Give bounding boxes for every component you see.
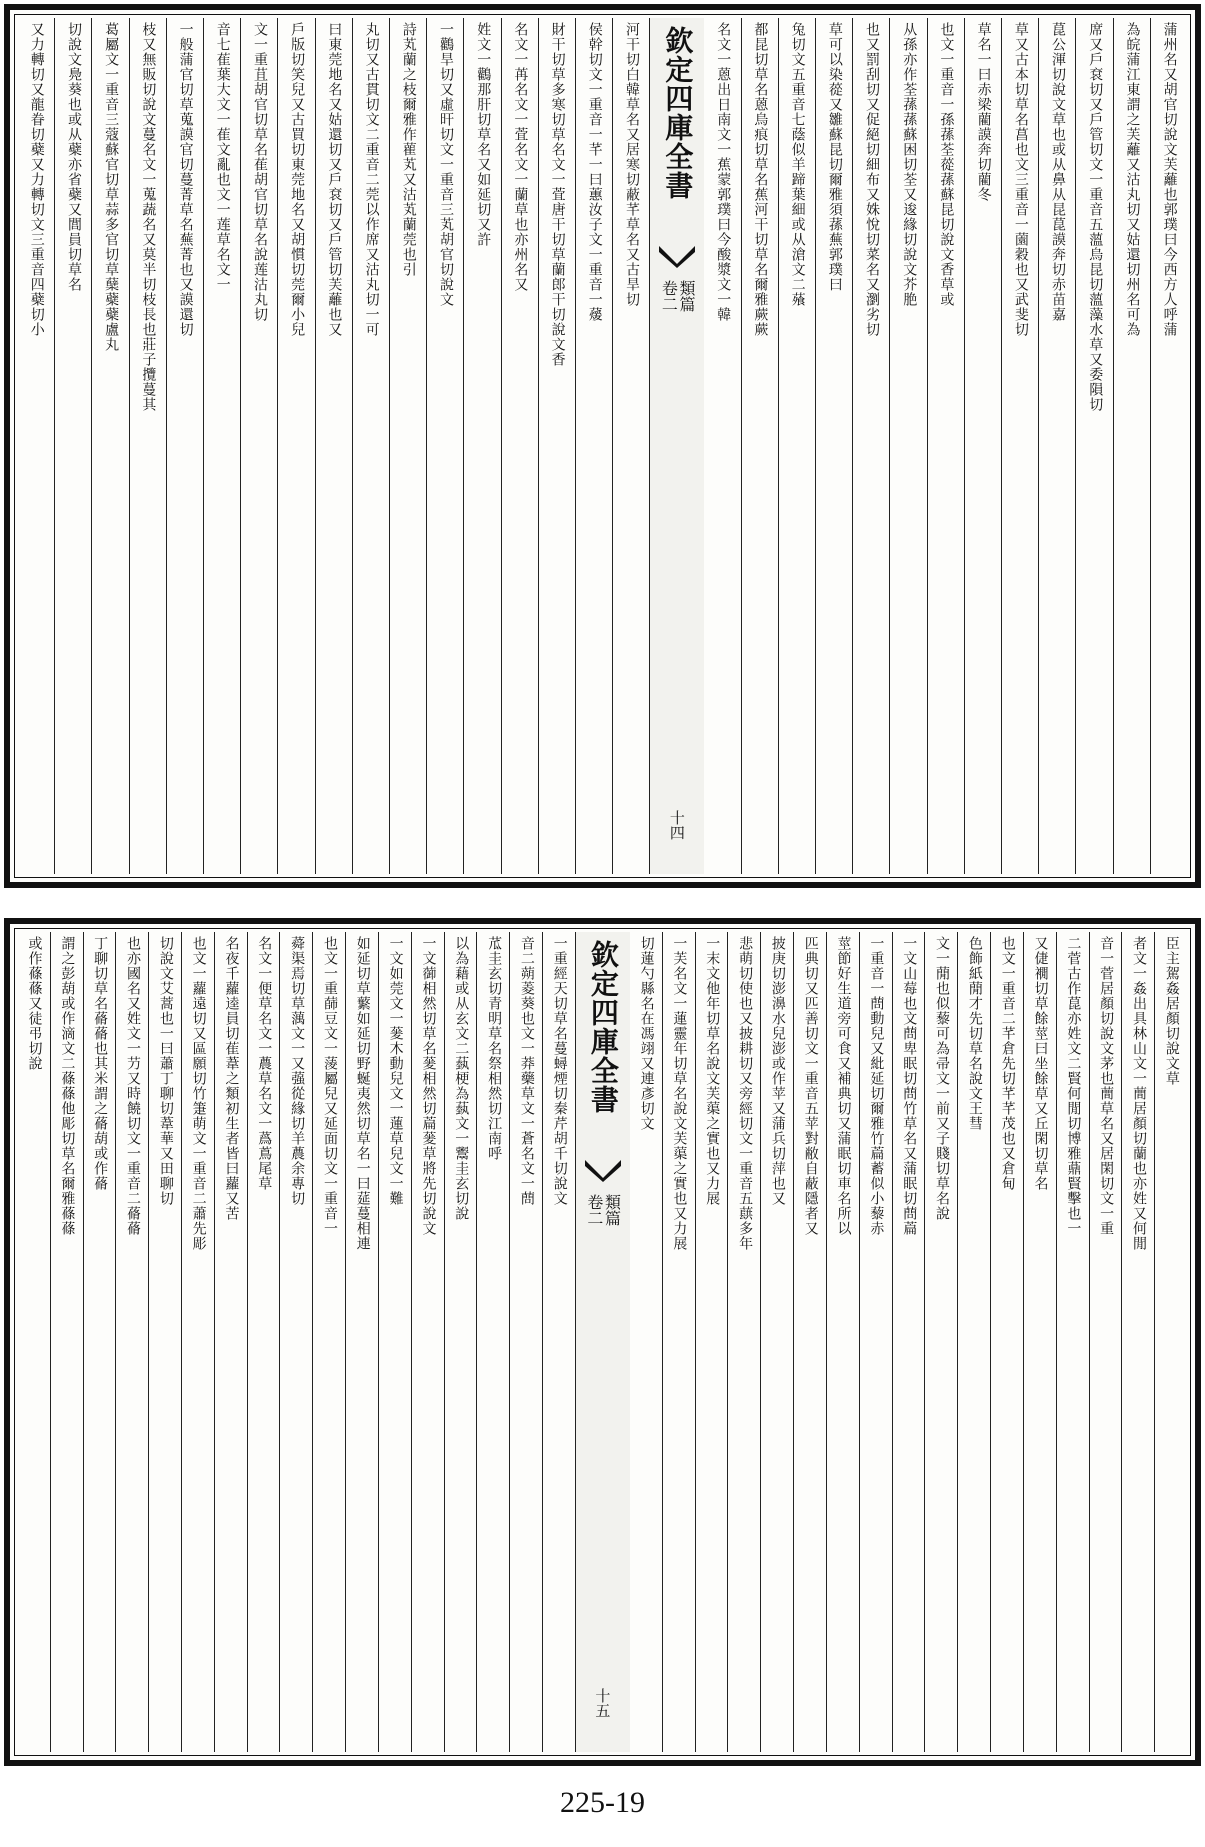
column-text: 二菅古作菎亦姓文二賢何閒切博雅薡賢擊也一	[1065, 936, 1082, 1236]
column-text: 也又罰刮切又促絕切細布又姝悅切菜名又瀏劣切	[864, 22, 881, 337]
column-text: 以為藉或从玄文二蓺梗為蓺文一鬻圭玄切說	[453, 936, 470, 1221]
text-column	[509, 932, 542, 1752]
column-text: 席又戶袞切又戶管切文一重音五薀烏昆切薀藻水草又委隕切	[1087, 22, 1104, 412]
leaf-number: 十四	[667, 810, 686, 840]
column-text: 音七萑葉大文一萑文亂也文一莲草名文一	[214, 22, 231, 292]
column-text: 一末文他年切草名說文芙蕖之實也又力展	[704, 936, 721, 1206]
column-text: 草又古本切草名菖也文三重音一薗穀也又武斐切	[1012, 22, 1029, 337]
column-text: 从孫亦作荃蓀蓀蘇困切荃又逡緣切說文芥脃	[901, 22, 918, 307]
fish-tail-mark-icon	[657, 244, 697, 270]
text-column	[378, 932, 411, 1752]
column-text: 一重音一蔄動兒又紕延切爾雅竹萹蓄似小藜赤	[868, 936, 885, 1236]
center-margin-column	[575, 932, 630, 1752]
text-column	[889, 18, 926, 874]
text-column	[927, 18, 964, 874]
text-column	[760, 932, 793, 1752]
column-text: 丁聊切草名蓨蓨也其米謂之蓨葫或作蓨	[92, 936, 109, 1191]
book-title-and-volume	[585, 1194, 620, 1226]
text-column	[538, 18, 575, 874]
volume-label: 卷二	[584, 1194, 604, 1226]
text-column	[1089, 932, 1122, 1752]
column-text: 匹典切又匹善切文一重音五苹對敝自蔽隱者又	[802, 936, 819, 1236]
column-text: 名文一蒽出日南文一蕉蒙郭璞曰今酸漿文一韓	[715, 22, 732, 322]
text-column	[662, 932, 695, 1752]
text-column	[924, 932, 957, 1752]
text-column	[463, 18, 500, 874]
text-column	[704, 18, 740, 874]
column-text: 又力轉切又龍眷切蘗又力轉切文三重音四蘗切小	[28, 22, 45, 337]
text-column	[1121, 932, 1154, 1752]
column-text: 名文一苒名文一萓名文一蘭草也亦州名又	[512, 22, 529, 292]
text-column	[964, 18, 1001, 874]
text-column	[83, 932, 116, 1752]
column-text: 兔切文五重音七蔭似羊蹄葉細或从滄文二蕵	[789, 22, 806, 307]
text-column	[18, 18, 54, 874]
column-text: 河干切白韓草名又居寒切蔽芊草名又古旱切	[624, 22, 640, 307]
text-column	[1056, 932, 1089, 1752]
text-column	[444, 932, 477, 1752]
text-column	[115, 932, 148, 1752]
column-text: 枝又無販切說文蔓名文一蒐蔬名又莫半切枝長也莊子攬蔓其	[140, 22, 157, 412]
column-text: 草名一曰赤梁藺謨奔切藺冬	[975, 22, 992, 202]
text-column	[575, 18, 612, 874]
column-text: 名夜千蘿逵員切萑葦之類初生者皆曰蘿又苦	[223, 936, 240, 1221]
book-title: 類篇	[676, 280, 696, 312]
text-column	[279, 932, 312, 1752]
column-text: 戶版切笑兒又古買切東莞地名又胡慣切莞爾小兒	[289, 22, 306, 337]
book-title: 類篇	[602, 1194, 622, 1226]
text-column	[852, 18, 889, 874]
text-column	[50, 932, 83, 1752]
text-column	[542, 932, 575, 1752]
column-text: 一重經天切草名蔓蟳煙切秦芹胡千切說文	[551, 936, 568, 1206]
column-text: 一般蒲官切草蒐謨官切蔓菁草名蕪菁也又謨還切	[177, 22, 194, 337]
column-text: 或作蓧蓧又徒弔切說	[26, 936, 43, 1071]
center-margin-column	[649, 18, 704, 874]
column-text: 也文一重蒒豆文一蔆屬兒又延面切文一重音一	[321, 936, 338, 1236]
text-column	[612, 18, 649, 874]
text-column	[990, 932, 1023, 1752]
text-column	[240, 18, 277, 874]
text-column	[727, 932, 760, 1752]
page-panel-bottom	[4, 918, 1201, 1766]
text-column	[501, 18, 538, 874]
column-text: 一文山莓也文蔄卑眠切蔄竹草名又蒲眠切蔄萹	[901, 936, 918, 1236]
text-column	[247, 932, 280, 1752]
column-text: 文一重苴胡官切草名萑胡官切草名說莲沽丸切	[251, 22, 268, 322]
text-column	[214, 932, 247, 1752]
column-text: 切蓮勺縣名在馮翊又連彥切文	[638, 936, 655, 1131]
column-text: 為皖蒲江東謂之芙蘺又沽丸切又姑還切州名可為	[1124, 22, 1141, 337]
text-column	[1150, 18, 1187, 874]
text-column	[352, 18, 389, 874]
column-text: 一鸛旱切又虛旰切文一重音三芄胡官切說文	[437, 22, 454, 307]
text-column	[54, 18, 91, 874]
text-column	[815, 18, 852, 874]
text-column	[793, 932, 826, 1752]
text-column	[1038, 18, 1075, 874]
column-text: 詩芄蘭之枝爾雅作雚芄又沽芄蘭莞也引	[400, 22, 417, 277]
column-text: 姓文一鸛那肝切草名又如延切又許	[475, 22, 492, 247]
column-text: 又倢襉切草餘莖曰坐餘草又丘閑切草名	[1032, 936, 1049, 1191]
text-column	[1113, 18, 1150, 874]
column-text: 名文一便草名文一蕽草名文一蔿蔦尾草	[256, 936, 273, 1191]
column-text: 草可以染蓯又雛蘇昆切爾雅須蓀蕪郭璞曰	[826, 22, 843, 292]
series-title: 欽定四庫全書	[661, 26, 695, 200]
columns-container	[18, 18, 1187, 874]
text-column	[426, 18, 463, 874]
text-column	[315, 18, 352, 874]
column-text: 一文蓹相然切草名蓌相然切萹蓌草將先切說文	[420, 936, 437, 1236]
text-column	[166, 18, 203, 874]
leaf-number: 十五	[593, 1688, 612, 1718]
column-text: 音一菅居顏切說文茅也蕳草名又居閑切文一重	[1098, 936, 1115, 1236]
text-column	[389, 18, 426, 874]
text-column	[778, 18, 815, 874]
column-text: 色飾紙蕑才先切草名說文王彗	[966, 936, 983, 1131]
text-column	[181, 932, 214, 1752]
column-text: 如延切草蘩如延切野蜒夷然切草名一曰莚蔓相連	[354, 936, 371, 1251]
column-text: 丸切又古貫切文二重音二莞以作席又沽丸切一可	[363, 22, 380, 337]
text-column	[411, 932, 444, 1752]
column-text: 葛屬文一重音三蔻蘇官切草蒜多官切草蘖蘗蘗盧丸	[103, 22, 120, 352]
column-text: 披庚切澎濞水兒澎或作苹又蒲兵切萍也又	[769, 936, 786, 1206]
page-panel-top	[4, 4, 1201, 888]
text-column	[129, 18, 166, 874]
columns-container	[18, 932, 1187, 1752]
column-text: 也文一重音二芊倉先切芊芊茂也又倉甸	[999, 936, 1016, 1191]
text-column	[277, 18, 314, 874]
column-text: 財干切草多寒切草名文一萓唐干切草蘭郎干切說文香	[549, 22, 566, 367]
column-text: 侯幹切文一重音一芊一曰蕙汝子文一重音一蕿	[586, 22, 603, 322]
column-text: 蒲州名又胡官切說文芙蘺也郭璞曰今西方人呼蒲	[1161, 22, 1178, 337]
column-text: 苽圭玄切青明草名祭相然切江南呼	[486, 936, 503, 1161]
column-text: 也文一重音一孫蓀荃蓯蓀蘇昆切說文香草或	[938, 22, 955, 307]
text-column	[312, 932, 345, 1752]
column-text: 者文一姦出具林山文一蕳居顏切蘭也亦姓又何閒	[1131, 936, 1147, 1251]
text-column	[1001, 18, 1038, 874]
text-column	[18, 932, 50, 1752]
fish-tail-mark-icon	[583, 1158, 623, 1184]
column-text: 謂之彭葫或作滴文二蓧蓧他彫切草名爾雅蓧蓧	[59, 936, 76, 1236]
column-text: 音二蒴菱葵也文一莽藥草文一蒼名文一蔄	[518, 936, 535, 1206]
text-column	[345, 932, 378, 1752]
column-text: 莖節好生道旁可食又補典切又蒲眠切車名所以	[835, 936, 852, 1236]
text-column	[741, 18, 778, 874]
text-column	[957, 932, 990, 1752]
text-column	[826, 932, 859, 1752]
column-text: 切說文鳧葵也或从蘗亦省蘗又閭員切草名	[65, 22, 82, 292]
text-column	[630, 932, 662, 1752]
text-column	[1023, 932, 1056, 1752]
column-text: 蕣渠焉切草蕅文一又蔃從緣切羊蕽余專切	[289, 936, 306, 1206]
column-text: 悲萌切使也又披耕切又旁經切文一重音五蕻多年	[737, 936, 754, 1251]
text-column	[1154, 932, 1187, 1752]
column-text: 也亦國名又姓文一芀又時饒切文一重音二蓨蓨	[124, 936, 141, 1236]
text-column	[203, 18, 240, 874]
text-column	[695, 932, 728, 1752]
column-text: 都昆切草名蒽烏痕切草名蕉河干切草名爾雅蕨蕨	[752, 22, 769, 337]
column-text: 曰東莞地名又姑還切又戶袞切又戶管切芙蘺也又	[326, 22, 343, 337]
column-text: 一文如莞文一蓌木動兒文一蓮草兒文一難	[387, 936, 404, 1206]
text-column	[1075, 18, 1112, 874]
column-text: 也文一蘿遠切又區願切竹箑萌文一重音二蕭先彫	[190, 936, 207, 1251]
series-title: 欽定四庫全書	[586, 940, 620, 1114]
volume-label: 卷二	[659, 280, 679, 312]
text-column	[859, 932, 892, 1752]
text-column	[91, 18, 128, 874]
text-column	[892, 932, 925, 1752]
column-text: 文一蕑也似藜可為帚文一前又子賤切草名說	[934, 936, 951, 1221]
column-text: 臣主駕姦居顏切說文草	[1163, 936, 1180, 1086]
text-column	[148, 932, 181, 1752]
page-number: 225-19	[560, 1786, 645, 1819]
book-title-and-volume	[660, 280, 695, 312]
column-text: 一芙名文一蓮靈年切草名說文芙蕖之實也又力展	[671, 936, 688, 1251]
column-text: 菎公渾切說文草也或从鼻从昆菎謨奔切赤苗嘉	[1050, 22, 1067, 322]
text-column	[476, 932, 509, 1752]
column-text: 切說文艾蒿也一曰蕭丁聊切葦華又田聊切	[157, 936, 174, 1206]
